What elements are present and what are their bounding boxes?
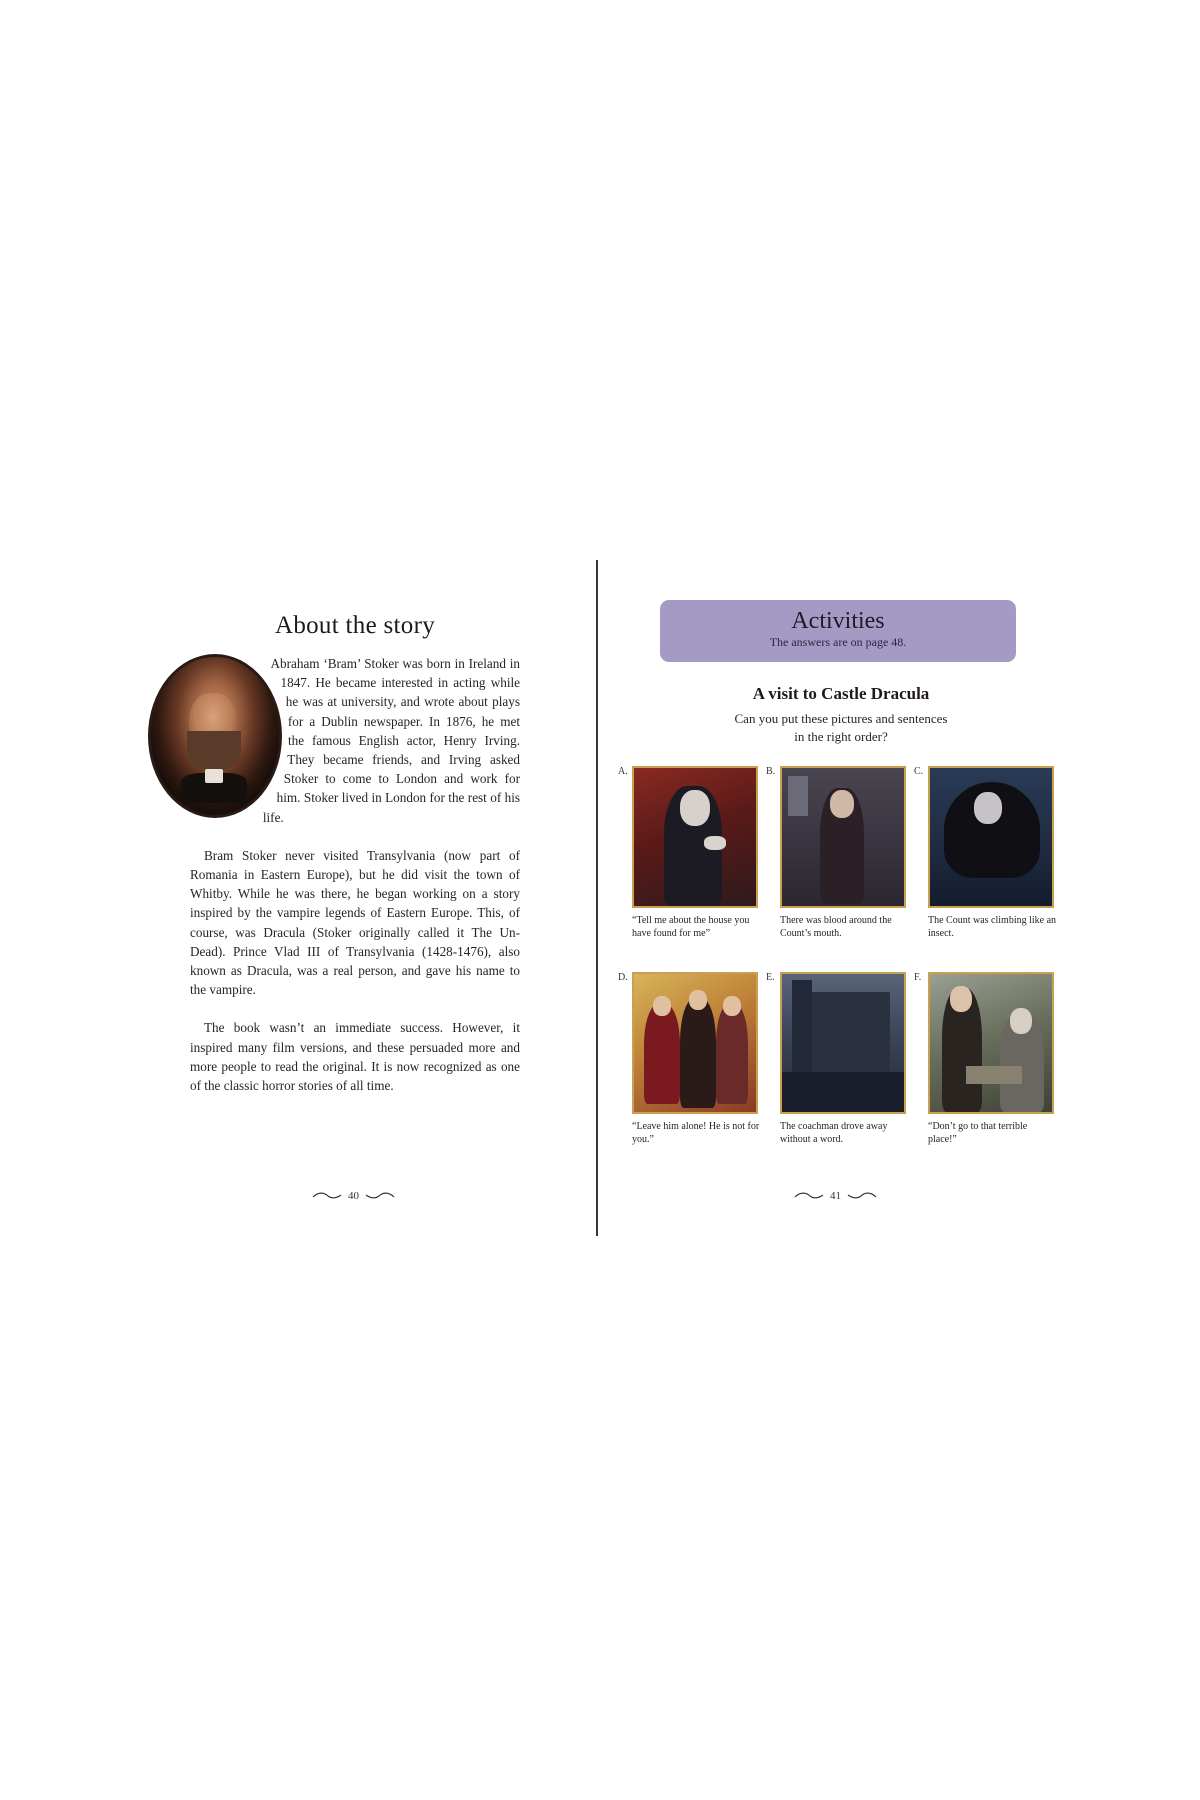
illustration-three-women xyxy=(632,972,758,1114)
activities-subtitle: The answers are on page 48. xyxy=(769,635,907,649)
right-page xyxy=(616,600,1066,1164)
item-letter: A. xyxy=(618,766,628,777)
section-title: A visit to Castle Dracula xyxy=(752,684,930,703)
activity-item-d xyxy=(616,972,764,1164)
question-line-2: in the right order? xyxy=(794,729,888,744)
page-title: About the story xyxy=(274,612,436,639)
illustration-count-climbing xyxy=(928,766,1054,908)
paragraph-2: Bram Stoker never visited Transylvania (now part of Romania in Eastern Europe), but he did visit the town of Whitby. While he was there, he began working on a story inspired by the vampire legends of Eastern Europe. This, of course, was Dracula (Stoker originally called it The Un-Dead). Prince Vlad III of Transylvania (1428-1476), also known as Dracula, was a real person, and gave his name to the vampire. xyxy=(190,847,520,998)
activity-item-f xyxy=(912,972,1060,1164)
flourish-right-icon xyxy=(847,1191,877,1201)
illustration-inn-warning xyxy=(928,972,1054,1114)
flourish-right-icon xyxy=(365,1191,395,1201)
item-letter: D. xyxy=(618,972,628,983)
picture-grid xyxy=(616,766,1066,1164)
question-line-1: Can you put these pictures and sentences xyxy=(734,711,948,726)
activity-item-e xyxy=(764,972,912,1164)
activities-banner xyxy=(660,600,1016,662)
item-letter: F. xyxy=(914,972,922,983)
page-gutter xyxy=(596,560,598,1236)
story-body xyxy=(190,654,520,1114)
item-letter: E. xyxy=(766,972,775,983)
bram-stoker-portrait xyxy=(148,654,282,818)
portrait-beard xyxy=(187,731,241,771)
activity-item-c xyxy=(912,766,1060,958)
activity-item-b xyxy=(764,766,912,958)
page-number-text: 40 xyxy=(348,1190,359,1202)
illustration-count-at-table xyxy=(632,766,758,908)
left-page xyxy=(190,600,520,1114)
item-caption: “Leave him alone! He is not for you.” xyxy=(632,1121,760,1145)
page-number-text: 41 xyxy=(830,1190,841,1202)
flourish-left-icon xyxy=(794,1191,824,1201)
activity-item-a xyxy=(616,766,764,958)
item-letter: B. xyxy=(766,766,776,777)
illustration-castle-courtyard xyxy=(780,972,906,1114)
paragraph-1: Abraham ‘Bram’ Stoker was born in Ireland in 1847. He became interested in acting while he was at university, and wrote about plays for a Dublin newspaper. In 1876, he met the famous English actor, Henry Irving. They became friends, and Irving asked Stoker to come to London and work for him. Stoker lived in London for the rest of his life. xyxy=(262,656,520,825)
item-caption: There was blood around the Count’s mouth. xyxy=(780,915,892,939)
item-letter: C. xyxy=(914,766,924,777)
item-caption: The coachman drove away without a word. xyxy=(780,1121,888,1145)
paragraph-3: The book wasn’t an immediate success. However, it inspired many film versions, and these persuaded more and more people to read the original. It is now recognized as one of the classic horror stories of all time. xyxy=(190,1020,520,1094)
section-question xyxy=(616,710,1066,746)
item-caption: “Don’t go to that terrible place!” xyxy=(928,1121,1028,1145)
page-number-left xyxy=(312,1190,395,1202)
page-number-right xyxy=(794,1190,877,1202)
item-caption: “Tell me about the house you have found for me” xyxy=(632,915,750,939)
flourish-left-icon xyxy=(312,1191,342,1201)
item-caption: The Count was climbing like an insect. xyxy=(928,915,1057,939)
illustration-man-in-room xyxy=(780,766,906,908)
portrait-shirt xyxy=(205,769,223,783)
activities-title: Activities xyxy=(791,608,885,634)
